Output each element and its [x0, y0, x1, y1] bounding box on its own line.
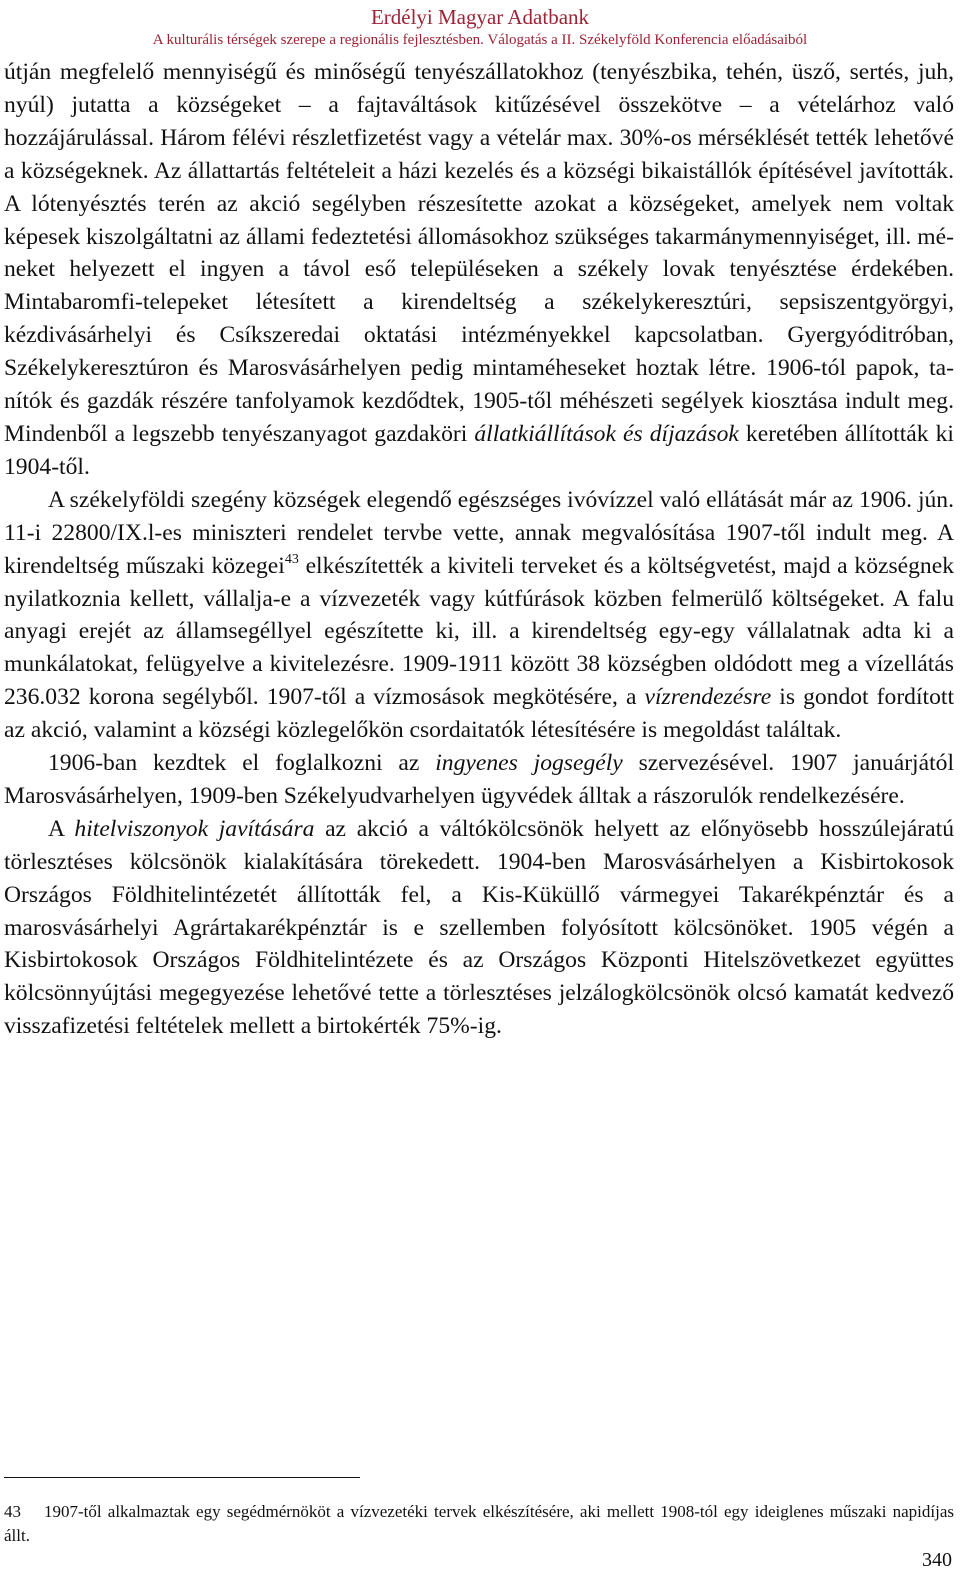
paragraph-4 — [4, 813, 954, 1043]
publication-subtitle: A kulturális térségek szerepe a regionális fejlesztésben. Válogatás a II. Székelyföld Konferencia előadásaiból — [152, 32, 808, 48]
footnote — [4, 1500, 954, 1548]
page-header — [0, 4, 960, 50]
paragraph-3-text-end: szervezésével. 1907 januárjától Marosvásárhelyen, 1909-ben Székelyudvarhelyen ügyvédek álltak a rászorulók rendelkezésére. — [4, 750, 954, 809]
paragraph-3-text: 1906-ban kezdtek el foglalkozni az — [48, 750, 436, 777]
footnote-reference[interactable]: 43 — [284, 551, 299, 567]
footnote-divider — [4, 1477, 360, 1478]
paragraph-2-text-mid: elkészítették a kiviteli terveket és a költségvetést, majd a községnek nyilatkoznia kellett, vállalja-e a vízvezeték vagy kútfúrások közben felmerülő költségeket. A falu anyagi erejét az államsegéllyel egészítette ki, ill. a kirendeltség egy-egy vállalatnak adta ki a munkálatokat, felügyelve a kivitelezésre. 1909-1911 között 38 községben oldódott meg a vízellátás 236.032 korona segélyből. 1907-től a vízmosások megkötésére, a — [4, 552, 954, 711]
paragraph-1 — [4, 56, 954, 484]
paragraph-1-text-end: keretében állították ki 1904-től. — [4, 420, 954, 480]
paragraph-4-text: A — [48, 815, 75, 842]
paragraph-1-emphasis: állatkiállítások és díjazások — [474, 420, 739, 447]
paragraph-3-emphasis: ingyenes jogsegély — [435, 750, 623, 777]
footnote-number: 43 — [4, 1502, 21, 1521]
page-number: 340 — [922, 1549, 952, 1571]
paragraph-2 — [4, 484, 954, 747]
paragraph-4-text-end: az akció a váltókölcsönök helyett az előnyösebb hosszúlejáratú törlesztéses kölcsönök kialakítására törekedett. 1904-ben Marosvásárhelyen a Kisbirtokosok Országos Földhitelintézetét állították fel, a Kis-Küküllő vármegyei Takarékpénztár és a marosvásárhelyi Agrártakarékpénztár is e szellemben folyósított kölcsönöket. 1905 végén a Kisbirtokosok Országos Földhitelintézete és az Országos Központi Hitelszövetkezet együttes kölcsönnyújtási megegyezése lehetővé tette a törlesztéses jelzálogkölcsönök olcsó kamatát kedvező visszafizetési feltételek mellett a birtokérték 75%-ig. — [4, 815, 954, 1040]
article-body — [4, 56, 954, 1043]
site-title[interactable]: Erdélyi Magyar Adatbank — [370, 5, 590, 29]
paragraph-2-text: A székelyföldi szegény községek elegendő egészséges ivóvízzel való ellátását már az 1906. jún. 11-i 22800/IX.l-es miniszteri rendelet tervbe vette, annak megvalósítása 1907-től indult meg. A kirendeltség műszaki közegei — [4, 486, 954, 579]
paragraph-4-emphasis: hitelviszonyok javítására — [74, 815, 315, 842]
paragraph-3 — [4, 747, 954, 813]
paragraph-2-text-end: is gondot fordított az akció, valamint a községi közlegelőkön csordaitatók létesítésére is megoldást találtak. — [4, 684, 954, 744]
paragraph-2-emphasis: vízrendezésre — [644, 684, 772, 711]
footnote-text: 1907-től alkalmaztak egy segédmérnököt a vízvezetéki tervek elkészítésére, aki mellett 1908-tól egy ideiglenes műszaki napidíjas állt. — [4, 1502, 954, 1545]
paragraph-1-text: útján megfelelő mennyiségű és minőségű tenyészállatokhoz (tenyészbika, tehén, üsző, sertés, juh, nyúl) jutatta a községeket – a fajtaváltások kitűzésével összekötve – a vételárhoz való hozzájárulással. Három félévi részletfizetést vagy a vételár max. 30%-os mérséklését tették lehetővé a községeknek. Az állattartás feltételeit a házi kezelés és a községi bikaistállók építésével javították. A lótenyésztés terén az akció segélyben részesítette azokat a községeket, amelyek nem voltak képesek kiszolgáltatni az állami fedeztetési állomásokhoz szükséges takarmánymennyiséget, ill. méneket helyezett el ingyen a távol eső településeken a székely lovak tenyésztése érdekében. Mintabaromfi-telepeket létesített a kirendeltség a székelykeresztúri, sepsiszentgyörgyi, kézdivásárhelyi és Csíkszeredai oktatási intézményekkel kapcsolatban. Gyergyóditróban, Székelykeresztúron és Marosvásárhelyen pedig mintaméheseket hoztak létre. 1906-tól papok, tanítók és gazdák részére tanfolyamok kezdődtek, 1905-től méhészeti segélyek kiosztása indult meg. Mindenből a legszebb tenyészanyagot gazdaköri — [4, 59, 954, 447]
